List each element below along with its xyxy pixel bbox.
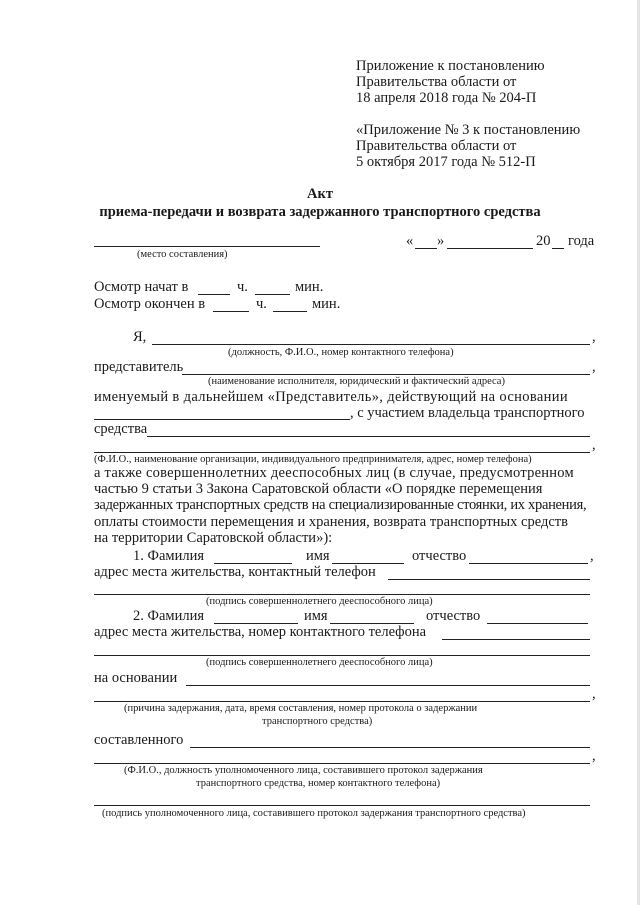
basis-comma: , [592, 686, 596, 702]
person2-address-line [442, 639, 590, 640]
person2-address-label: адрес места жительства, номер контактного телефона [94, 624, 427, 640]
basis-line-2 [94, 701, 590, 702]
drafted-caption-2: транспортного средства, номер контактного телефона) [196, 778, 441, 789]
year-line [552, 248, 564, 249]
ya-line [152, 344, 590, 345]
person2-surname-label: 2. Фамилия [133, 608, 204, 624]
person1-address-label: адрес места жительства, контактный телефон [94, 564, 376, 580]
end-minutes-unit: мин. [312, 296, 341, 312]
header-line-5: Правительства области от [356, 138, 517, 154]
date-open-quote: « [406, 233, 414, 249]
official-sign-line [94, 805, 590, 806]
act-title: Акт [307, 186, 333, 202]
person1-address-line [388, 579, 590, 580]
para-line-1: а также совершеннолетних дееспособных лиц (в случае, предусмотренном [94, 465, 574, 481]
person1-surname-label: 1. Фамилия [133, 548, 204, 564]
person2-sign-caption: (подпись совершеннолетнего дееспособного лица) [206, 657, 433, 668]
rep-caption: (наименование исполнителя, юридический и фактический адреса) [208, 376, 505, 387]
para-line-3: задержанных транспортных средств на специализированные стоянки, их хранения, [94, 497, 587, 513]
person2-patronymic-label: отчество [426, 608, 481, 624]
basis-line [186, 685, 590, 686]
end-hours-unit: ч. [256, 296, 267, 312]
year-prefix: 20 [536, 233, 551, 249]
drafted-label: составленного [94, 732, 184, 748]
act-subtitle: приема-передачи и возврата задержанного транспортного средства [99, 204, 541, 220]
basis-caption-1: (причина задержания, дата, время составления, номер протокола о задержании [124, 703, 478, 714]
owner-caption: (Ф.И.О., наименование организации, индивидуального предпринимателя, адрес, номер телефона) [94, 454, 532, 465]
rep-comma: , [592, 359, 596, 375]
para-line-5: на территории Саратовской области»): [94, 530, 333, 546]
person1-patronymic-label: отчество [412, 548, 467, 564]
inspection-end-label: Осмотр окончен в [94, 296, 206, 312]
means-line [147, 436, 590, 437]
start-hours-line [198, 294, 230, 295]
person2-sign-line [94, 655, 590, 656]
drafted-line [190, 747, 590, 748]
means-label: средства [94, 421, 148, 437]
rep-label: представитель [94, 359, 184, 375]
person2-name-label: имя [304, 608, 328, 624]
person1-patronymic-line [469, 563, 588, 564]
header-line-2: Правительства области от [356, 74, 517, 90]
owner-line [94, 452, 590, 453]
rep-line [182, 374, 590, 375]
header-line-6: 5 октября 2017 года № 512-П [356, 154, 536, 170]
basis-label: на основании [94, 670, 178, 686]
date-close-quote: » [437, 233, 445, 249]
start-minutes-line [255, 294, 290, 295]
day-line [415, 248, 437, 249]
header-line-3: 18 апреля 2018 года № 204-П [356, 90, 537, 106]
end-hours-line [213, 311, 249, 312]
ya-comma: , [592, 329, 596, 345]
official-sign-caption: (подпись уполномоченного лица, составившего протокол задержания транспортного средства) [102, 808, 526, 819]
person1-sign-line [94, 594, 590, 595]
month-line [447, 248, 533, 249]
person1-sign-caption: (подпись совершеннолетнего дееспособного лица) [206, 596, 433, 607]
drafted-caption-1: (Ф.И.О., должность уполномоченного лица, составившего протокол задержания [124, 765, 483, 776]
place-line [94, 246, 320, 247]
drafted-comma: , [592, 748, 596, 764]
header-line-4: «Приложение № 3 к постановлению [356, 122, 581, 138]
named-text: именуемый в дальнейшем «Представитель», действующий на основании [94, 389, 568, 405]
owner-comma: , [592, 437, 596, 453]
header-line-1: Приложение к постановлению [356, 58, 545, 74]
para-line-2: частью 9 статьи 3 Закона Саратовской области «О порядке перемещения [94, 481, 543, 497]
year-suffix: года [568, 233, 595, 249]
person1-name-label: имя [306, 548, 330, 564]
ya-caption: (должность, Ф.И.О., номер контактного телефона) [228, 347, 454, 358]
place-caption: (место составления) [137, 249, 228, 260]
inspection-start-label: Осмотр начат в [94, 279, 189, 295]
named-text-2: , с участием владельца транспортного [350, 405, 585, 421]
para-line-4: оплаты стоимости перемещения и хранения, возврата транспортных средств [94, 514, 568, 530]
drafted-line-2 [94, 763, 590, 764]
end-minutes-line [273, 311, 307, 312]
basis-caption-2: транспортного средства) [262, 716, 373, 727]
basis-doc-line [94, 419, 350, 420]
start-minutes-unit: мин. [295, 279, 324, 295]
start-hours-unit: ч. [237, 279, 248, 295]
person2-patronymic-line [487, 623, 588, 624]
person1-comma: , [590, 548, 594, 564]
ya-label: Я, [133, 329, 147, 345]
